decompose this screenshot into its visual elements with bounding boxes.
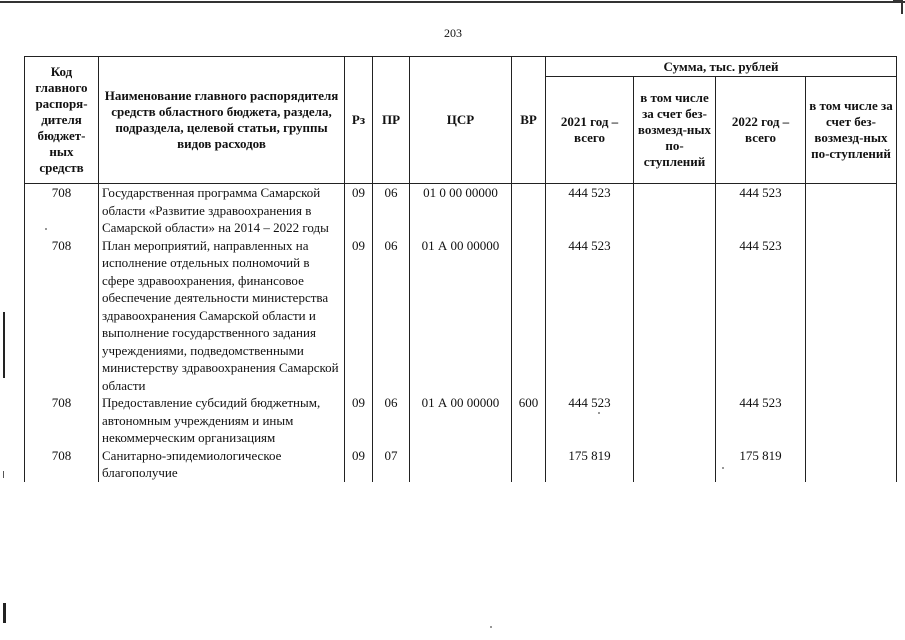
table-row: [25, 447, 897, 482]
scan-margin-mark: [3, 603, 6, 623]
row-csr: 01 0 00 00000: [410, 184, 512, 237]
row-2021-total: 444 523: [546, 237, 634, 395]
row-vr: [512, 447, 546, 482]
header-2021-total: 2021 год – всего: [546, 77, 634, 184]
row-2021-total: 444 523: [546, 394, 634, 447]
row-2022-grants: [806, 184, 897, 237]
header-vr: ВР: [512, 57, 546, 184]
header-name: Наименование главного распорядителя средств областного бюджета, раздела, подраздела, целевой статьи, группы видов расходов: [99, 57, 345, 184]
table-row: [25, 394, 897, 447]
row-csr: 01 А 00 00000: [410, 394, 512, 447]
row-code: 708: [25, 237, 99, 395]
row-vr: [512, 184, 546, 237]
scan-speck: [490, 626, 492, 628]
row-name: План мероприятий, направленных на исполнение отдельных полномочий в сфере здравоохранения, финансовое обеспечение деятельности министерства здравоохранения Самарской области и выполнение государственного задания учреждениями, подведомственными министерству здравоохранения Самарской области: [99, 237, 345, 395]
row-code: 708: [25, 447, 99, 482]
budget-table: [24, 56, 897, 482]
row-pr: 06: [373, 237, 410, 395]
row-2022-total: 175 819: [716, 447, 806, 482]
row-vr: [512, 237, 546, 395]
row-2021-grants: [634, 237, 716, 395]
row-rz: 09: [345, 394, 373, 447]
row-rz: 09: [345, 184, 373, 237]
header-sum: Сумма, тыс. рублей: [546, 57, 897, 77]
row-2022-total: 444 523: [716, 394, 806, 447]
row-2022-grants: [806, 237, 897, 395]
row-2021-grants: [634, 184, 716, 237]
header-code: Код главного распоря-дителя бюджет-ных средств: [25, 57, 99, 184]
header-pr: ПР: [373, 57, 410, 184]
table-row: [25, 184, 897, 237]
row-pr: 06: [373, 184, 410, 237]
header-csr: ЦСР: [410, 57, 512, 184]
page-number: 203: [444, 26, 462, 40]
row-name: Санитарно-эпидемиологическое благополучие: [99, 447, 345, 482]
row-rz: 09: [345, 447, 373, 482]
row-vr: 600: [512, 394, 546, 447]
row-code: 708: [25, 184, 99, 237]
row-csr: [410, 447, 512, 482]
corner-mark: [893, 0, 903, 14]
row-2021-total: 175 819: [546, 447, 634, 482]
header-2021-grants: в том числе за счет без-возмезд-ных по-ступлений: [634, 77, 716, 184]
table-row: [25, 237, 897, 395]
row-rz: 09: [345, 237, 373, 395]
header-2022-total: 2022 год – всего: [716, 77, 806, 184]
row-2022-grants: [806, 394, 897, 447]
row-name: Государственная программа Самарской области «Развитие здравоохранения в Самарской области» на 2014 – 2022 годы: [99, 184, 345, 237]
row-2021-grants: [634, 394, 716, 447]
row-pr: 07: [373, 447, 410, 482]
row-2022-total: 444 523: [716, 237, 806, 395]
row-name: Предоставление субсидий бюджетным, автономным учреждениям и иным некоммерческим организациям: [99, 394, 345, 447]
row-code: 708: [25, 394, 99, 447]
row-2022-total: 444 523: [716, 184, 806, 237]
row-pr: 06: [373, 394, 410, 447]
header-2022-grants: в том числе за счет без-возмезд-ных по-ступлений: [806, 77, 897, 184]
top-rule: [0, 1, 905, 3]
row-2022-grants: [806, 447, 897, 482]
scan-margin-mark: [3, 312, 5, 378]
row-csr: 01 А 00 00000: [410, 237, 512, 395]
row-2021-total: 444 523: [546, 184, 634, 237]
header-rz: Рз: [345, 57, 373, 184]
row-2021-grants: [634, 447, 716, 482]
scan-margin-tick: [3, 471, 4, 478]
